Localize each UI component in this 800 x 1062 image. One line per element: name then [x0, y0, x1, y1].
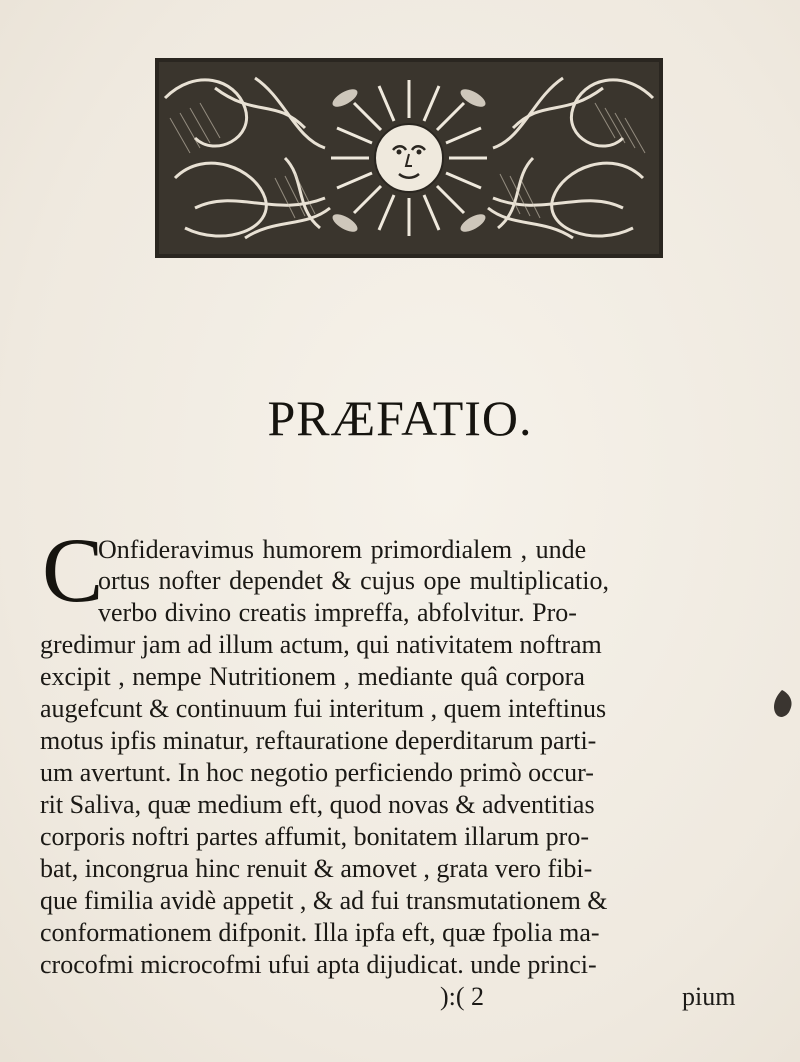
text-line: bat, incongrua hinc renuit & amovet , grata vero fibi- — [40, 854, 593, 883]
catchword: pium — [682, 982, 736, 1011]
text-line: ortus nofter dependet & cujus ope multiplicatio, — [98, 566, 609, 595]
text-line: conformationem difponit. Illa ipfa eft, quæ fpolia ma- — [40, 918, 600, 947]
text-line: um avertunt. In hoc negotio perficiendo primò occur- — [40, 758, 594, 787]
signature-mark: ):( 2 — [440, 982, 485, 1011]
text-line: corporis noftri partes affumit, bonitatem illarum pro- — [40, 822, 589, 851]
page-title: PRÆFATIO. — [267, 390, 533, 446]
ink-blot-icon — [770, 688, 796, 722]
text-line: gredimur jam ad illum actum, qui nativitatem noftram — [40, 630, 602, 659]
drop-cap-initial: C — [42, 519, 104, 621]
text-line: que fimilia avidè appetit , & ad fui transmutationem & — [40, 886, 608, 915]
text-line: verbo divino creatis impreffa, abfolvitur. Pro- — [98, 598, 577, 627]
text-line: Onfideravimus humorem primordialem , unde — [98, 535, 587, 564]
text-line: crocofmi microcofmi ufui apta dijudicat. unde princi- — [40, 950, 597, 979]
woodcut-headpiece-sun-ornament — [155, 58, 663, 258]
text-line: motus ipfis minatur, reftauratione deperditarum parti- — [40, 726, 597, 755]
text-line: excipit , nempe Nutritionem , mediante quâ corpora — [40, 662, 585, 691]
text-line: augefcunt & continuum fui interitum , quem inteftinus — [40, 694, 607, 723]
text-line: rit Saliva, quæ medium eft, quod novas & adventitias — [40, 790, 595, 819]
